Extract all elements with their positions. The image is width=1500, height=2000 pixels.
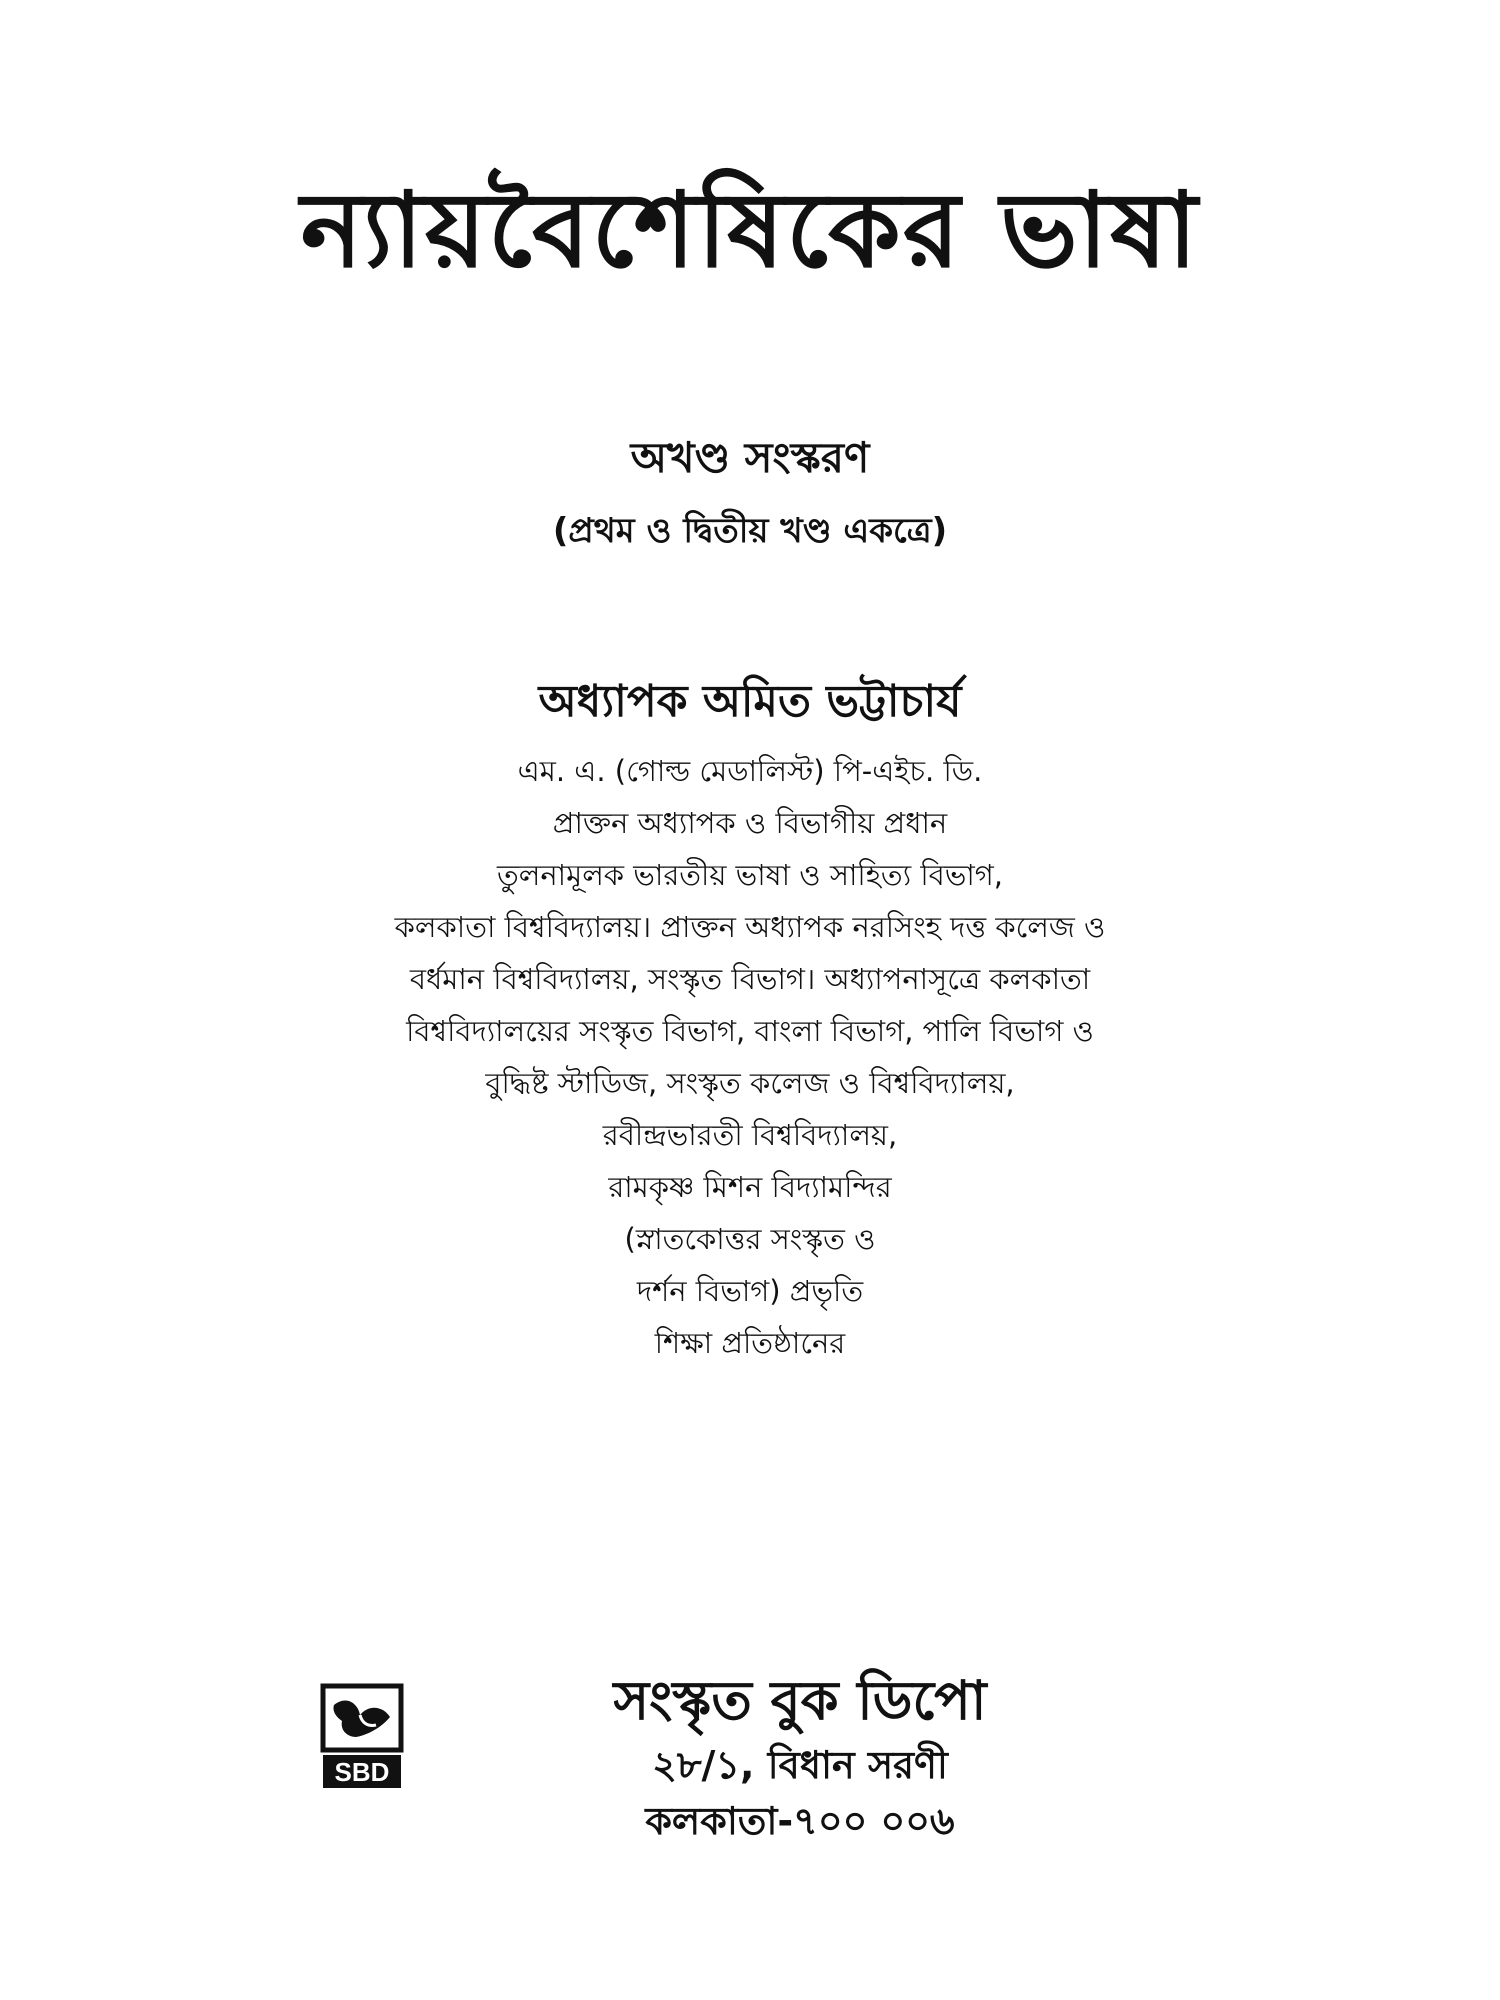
- edition-note: (প্রথম ও দ্বিতীয় খণ্ড একত্রে): [552, 511, 948, 551]
- credential-line: (স্নাতকোত্তর সংস্কৃত ও: [624, 1222, 876, 1256]
- credential-line: প্রাক্তন অধ্যাপক ও বিভাগীয় প্রধান: [552, 806, 948, 840]
- credential-line: দর্শন বিভাগ) প্রভৃতি: [636, 1274, 864, 1308]
- book-title: ন্যায়বৈশেষিকের ভাষা: [300, 169, 1200, 291]
- author-credentials: [0, 745, 1500, 1369]
- publisher-logo-text: SBD: [334, 1757, 390, 1787]
- edition-label: অখণ্ড সংস্করণ: [630, 433, 870, 482]
- publisher-block: [320, 1665, 1220, 1865]
- publisher-name: সংস্কৃত বুক ডিপো: [613, 1669, 987, 1732]
- publisher-logo-icon: [320, 1683, 404, 1791]
- publisher-address-line2: কলকাতা-৭০০ ০০৬: [645, 1799, 955, 1843]
- credential-line: বিশ্ববিদ্যালয়ের সংস্কৃত বিভাগ, বাংলা বিভাগ, পালি বিভাগ ও: [406, 1014, 1094, 1048]
- credential-line: রবীন্দ্রভারতী বিশ্ববিদ্যালয়,: [602, 1118, 898, 1152]
- credential-line: বর্ধমান বিশ্ববিদ্যালয়, সংস্কৃত বিভাগ। অধ্যাপনাসূত্রে কলকাতা: [409, 962, 1091, 996]
- publisher-address-line1: ২৮/১, বিধান সরণী: [652, 1743, 948, 1787]
- author-name: অধ্যাপক অমিত ভট্টাচার্য: [538, 676, 962, 727]
- credential-line: রামকৃষ্ণ মিশন বিদ্যামন্দির: [608, 1170, 892, 1204]
- credential-line: কলকাতা বিশ্ববিদ্যালয়। প্রাক্তন অধ্যাপক নরসিংহ দত্ত কলেজ ও: [394, 910, 1106, 944]
- credential-line: এম. এ. (গোল্ড মেডালিস্ট) পি-এইচ. ডি.: [517, 754, 983, 788]
- credential-line: শিক্ষা প্রতিষ্ঠানের: [654, 1326, 846, 1360]
- publisher-text: [440, 1665, 1160, 1849]
- credential-line: বুদ্ধিষ্ট স্টাডিজ, সংস্কৃত কলেজ ও বিশ্ববিদ্যালয়,: [485, 1066, 1015, 1100]
- credential-line: তুলনামূলক ভারতীয় ভাষা ও সাহিত্য বিভাগ,: [497, 858, 1003, 892]
